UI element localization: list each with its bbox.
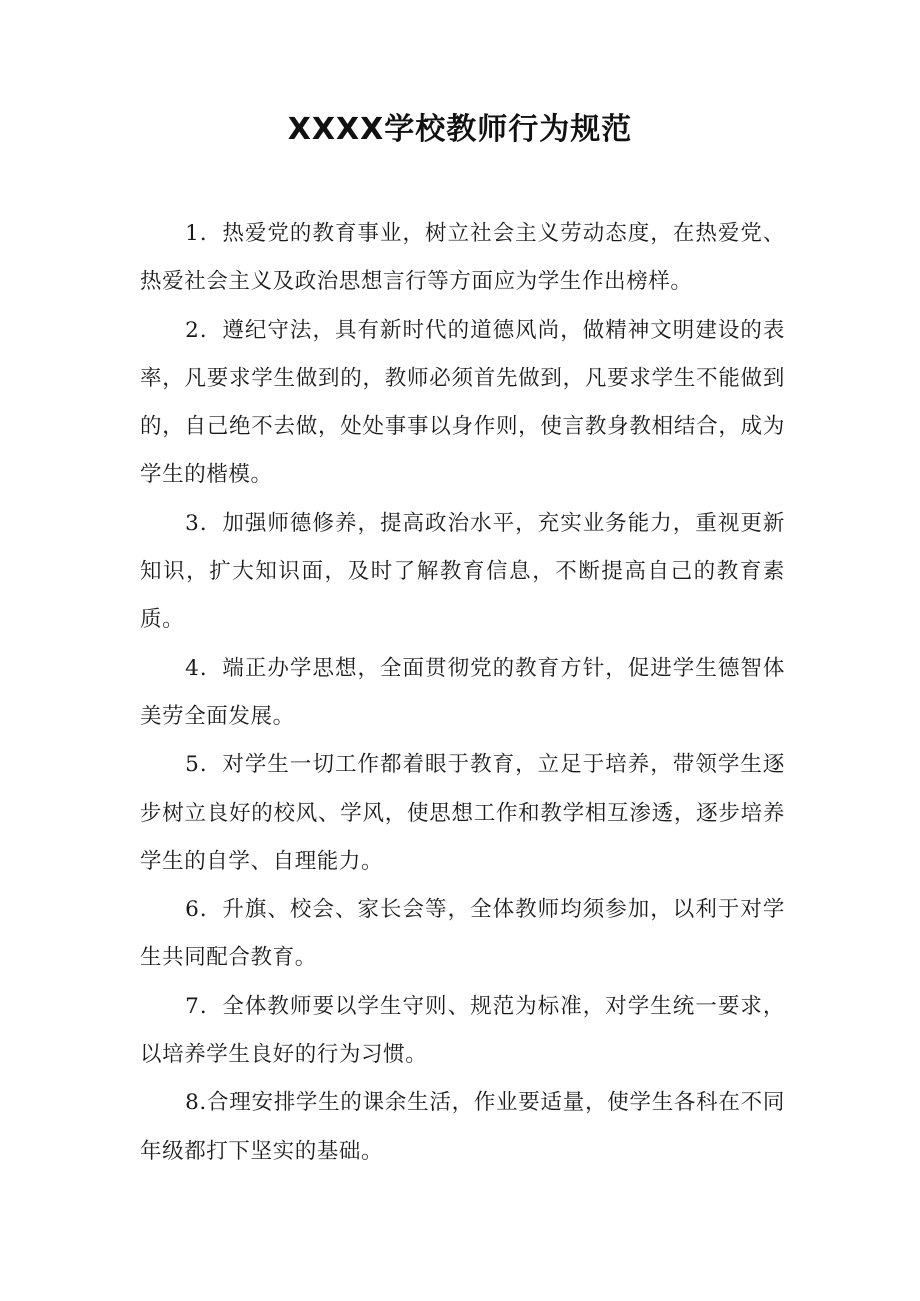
regulation-item-4: 4．端正办学思想，全面贯彻党的教育方针，促进学生德智体美劳全面发展。: [140, 655, 785, 729]
document-title: XXXX学校教师行为规范: [287, 112, 633, 147]
regulation-item-5: 5．对学生一切工作都着眼于教育，立足于培养，带领学生逐步树立良好的校风、学风，使思想工作和教学相互渗透，逐步培养学生的自学、自理能力。: [140, 752, 785, 874]
regulation-item-8: 8.合理安排学生的课余生活，作业要适量，使学生各科在不同年级都打下坚实的基础。: [140, 1090, 785, 1164]
regulation-item-6: 6．升旗、校会、家长会等，全体教师均须参加，以利于对学生共同配合教育。: [140, 897, 785, 971]
regulation-item-2: 2．遵纪守法，具有新时代的道德风尚，做精神文明建设的表率，凡要求学生做到的，教师必须首先做到，凡要求学生不能做到的，自己绝不去做，处处事事以身作则，使言教身教相结合，成为学生的楷模。: [140, 317, 785, 488]
regulation-list: [140, 210, 785, 1176]
regulation-item-3: 3．加强师德修养，提高政治水平，充实业务能力，重视更新知识，扩大知识面，及时了解教育信息，不断提高自己的教育素质。: [140, 510, 785, 633]
regulation-item-1: 1．热爱党的教育事业，树立社会主义劳动态度，在热爱党、热爱社会主义及政治思想言行等方面应为学生作出榜样。: [140, 221, 785, 295]
regulation-item-7: 7．全体教师要以学生守则、规范为标准，对学生统一要求，以培养学生良好的行为习惯。: [140, 993, 785, 1068]
